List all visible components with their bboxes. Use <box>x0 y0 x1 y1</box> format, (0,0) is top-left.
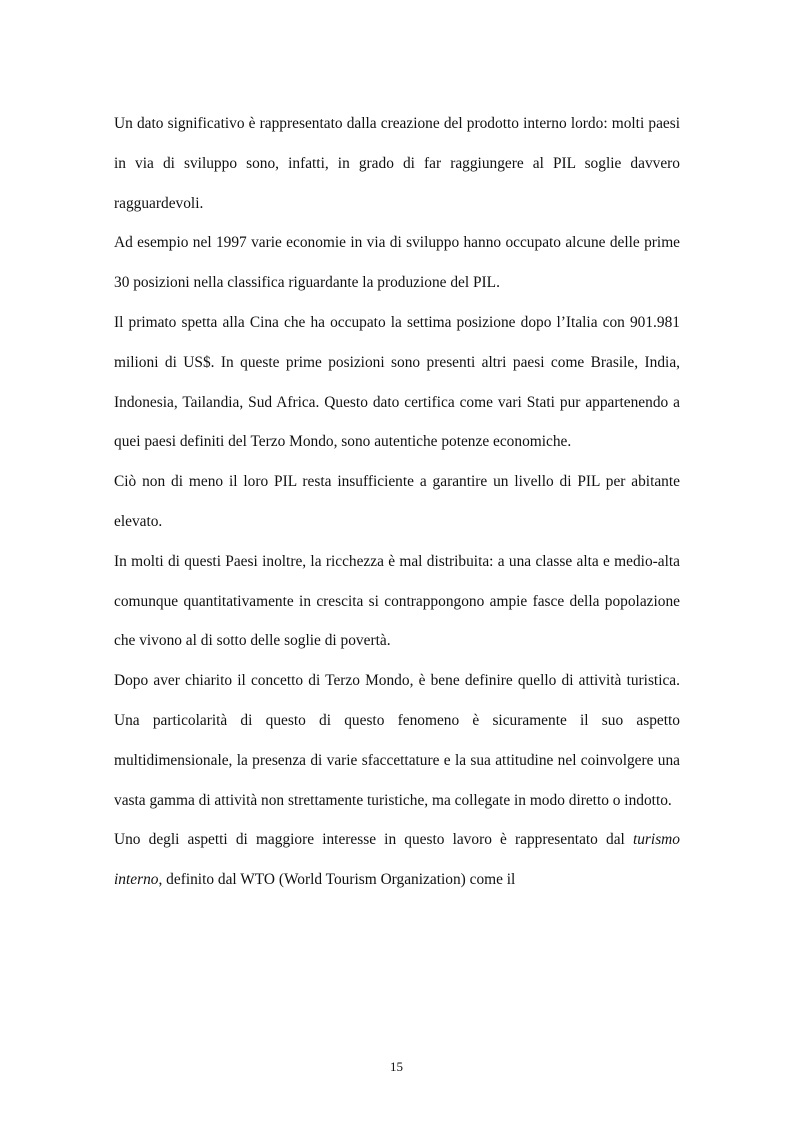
document-body <box>114 104 680 900</box>
paragraph-china-primacy: Il primato spetta alla Cina che ha occupato la settima posizione dopo l’Italia con 901.981 milioni di US$. In queste prime posizioni sono presenti altri paesi come Brasile, India, Indonesia, Tailandia, Sud Africa. Questo dato certifica come vari Stati pur appartenendo a quei paesi definiti del Terzo Mondo, sono autentiche potenze economiche. <box>114 313 680 451</box>
paragraph-pil-per-capita: Ciò non di meno il loro PIL resta insufficiente a garantire un livello di PIL per abitante elevato. <box>114 473 680 530</box>
paragraph-wealth-distribution: In molti di questi Paesi inoltre, la ricchezza è mal distribuita: a una classe alta e medio-alta comunque quantitativamente in crescita si contrappongono ampie fasce della popolazione che vivono al di sotto delle soglie di povertà. <box>114 552 680 650</box>
internal-tourism-text-before: Uno degli aspetti di maggiore interesse in questo lavoro è rappresentato dal <box>114 831 633 849</box>
page-number: 15 <box>390 1059 403 1074</box>
internal-tourism-term: turismo interno <box>114 831 680 889</box>
paragraph-pil-significance: Un dato significativo è rappresentato dalla creazione del prodotto interno lordo: molti paesi in via di sviluppo sono, infatti, in grado di far raggiungere al PIL soglie davvero ragguardevoli. <box>114 115 680 212</box>
paragraph-internal-tourism <box>114 820 680 900</box>
paragraph-tourism-definition: Dopo aver chiarito il concetto di Terzo Mondo, è bene definire quello di attività turistica. Una particolarità di questo di questo fenomeno è sicuramente il suo aspetto multidimensionale, la presenza di varie sfaccettature e la sua attitudine nel coinvolgere una vasta gamma di attività non strettamente turistiche, ma collegate in modo diretto o indotto. <box>114 672 680 809</box>
paragraph-1997-rankings: Ad esempio nel 1997 varie economie in via di sviluppo hanno occupato alcune delle prime 30 posizioni nella classifica riguardante la produzione del PIL. <box>114 234 680 292</box>
internal-tourism-text-after: , definito dal WTO (World Tourism Organization) come il <box>158 871 516 889</box>
